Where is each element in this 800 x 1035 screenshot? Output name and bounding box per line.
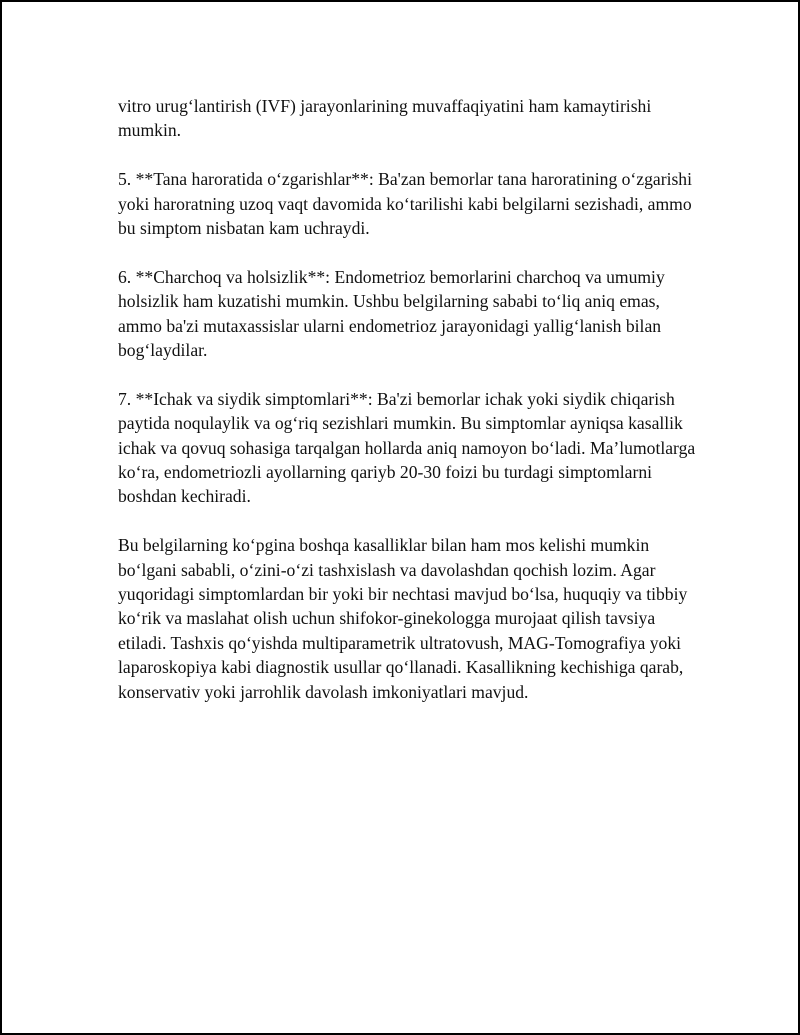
paragraph-ivf-continuation: vitro urug‘lantirish (IVF) jarayonlarining muvaffaqiyatini ham kamaytirishi mumkin. <box>118 96 652 141</box>
paragraph-item-6: 6. **Charchoq va holsizlik**: Endometrioz bemorlarini charchoq va umumiy holsizlik ham kuzatishi mumkin. Ushbu belgilarning sababi to‘liq aniq emas, ammo ba'zi mutaxassislar ularni endometrioz jarayonidagi yallig‘lanish bilan bog‘laydilar. <box>118 266 665 361</box>
paragraph-item-5: 5. **Tana haroratida o‘zgarishlar**: Ba'zan bemorlar tana haroratining o‘zgarishi yoki haroratning uzoq vaqt davomida ko‘tarilishi kabi belgilarni sezishadi, ammo bu simptom nisbatan kam uchraydi. <box>118 169 692 239</box>
document-body <box>118 94 698 728</box>
paragraph-item-7: 7. **Ichak va siydik simptomlari**: Ba'zi bemorlar ichak yoki siydik chiqarish paytida noqulaylik va og‘riq sezishlari mumkin. Bu simptomlar ayniqsa kasallik ichak va qovuq sohasiga tarqalgan hollarda aniq namoyon bo‘ladi. Ma’lumotlarga ko‘ra, endometriozli ayollarning qariyb 20-30 foizi bu turdagi simptomlarni boshdan kechiradi. <box>118 388 696 507</box>
paragraph-conclusion: Bu belgilarning ko‘pgina boshqa kasalliklar bilan ham mos kelishi mumkin bo‘lgani sababli, o‘zini-o‘zi tashxislash va davolashdan qochish lozim. Agar yuqoridagi simptomlardan bir yoki bir nechtasi mavjud bo‘lsa, huquqiy va tibbiy ko‘rik va maslahat olish uchun shifokor-ginekologga murojaat qilish tavsiya etiladi. Tashxis qo‘yishda multiparametrik ultratovush, MAG-Tomografiya yoki laparoskopiya kabi diagnostik usullar qo‘llanadi. Kasallikning kechishiga qarab, konservativ yoki jarrohlik davolash imkoniyatlari mavjud. <box>118 535 688 702</box>
